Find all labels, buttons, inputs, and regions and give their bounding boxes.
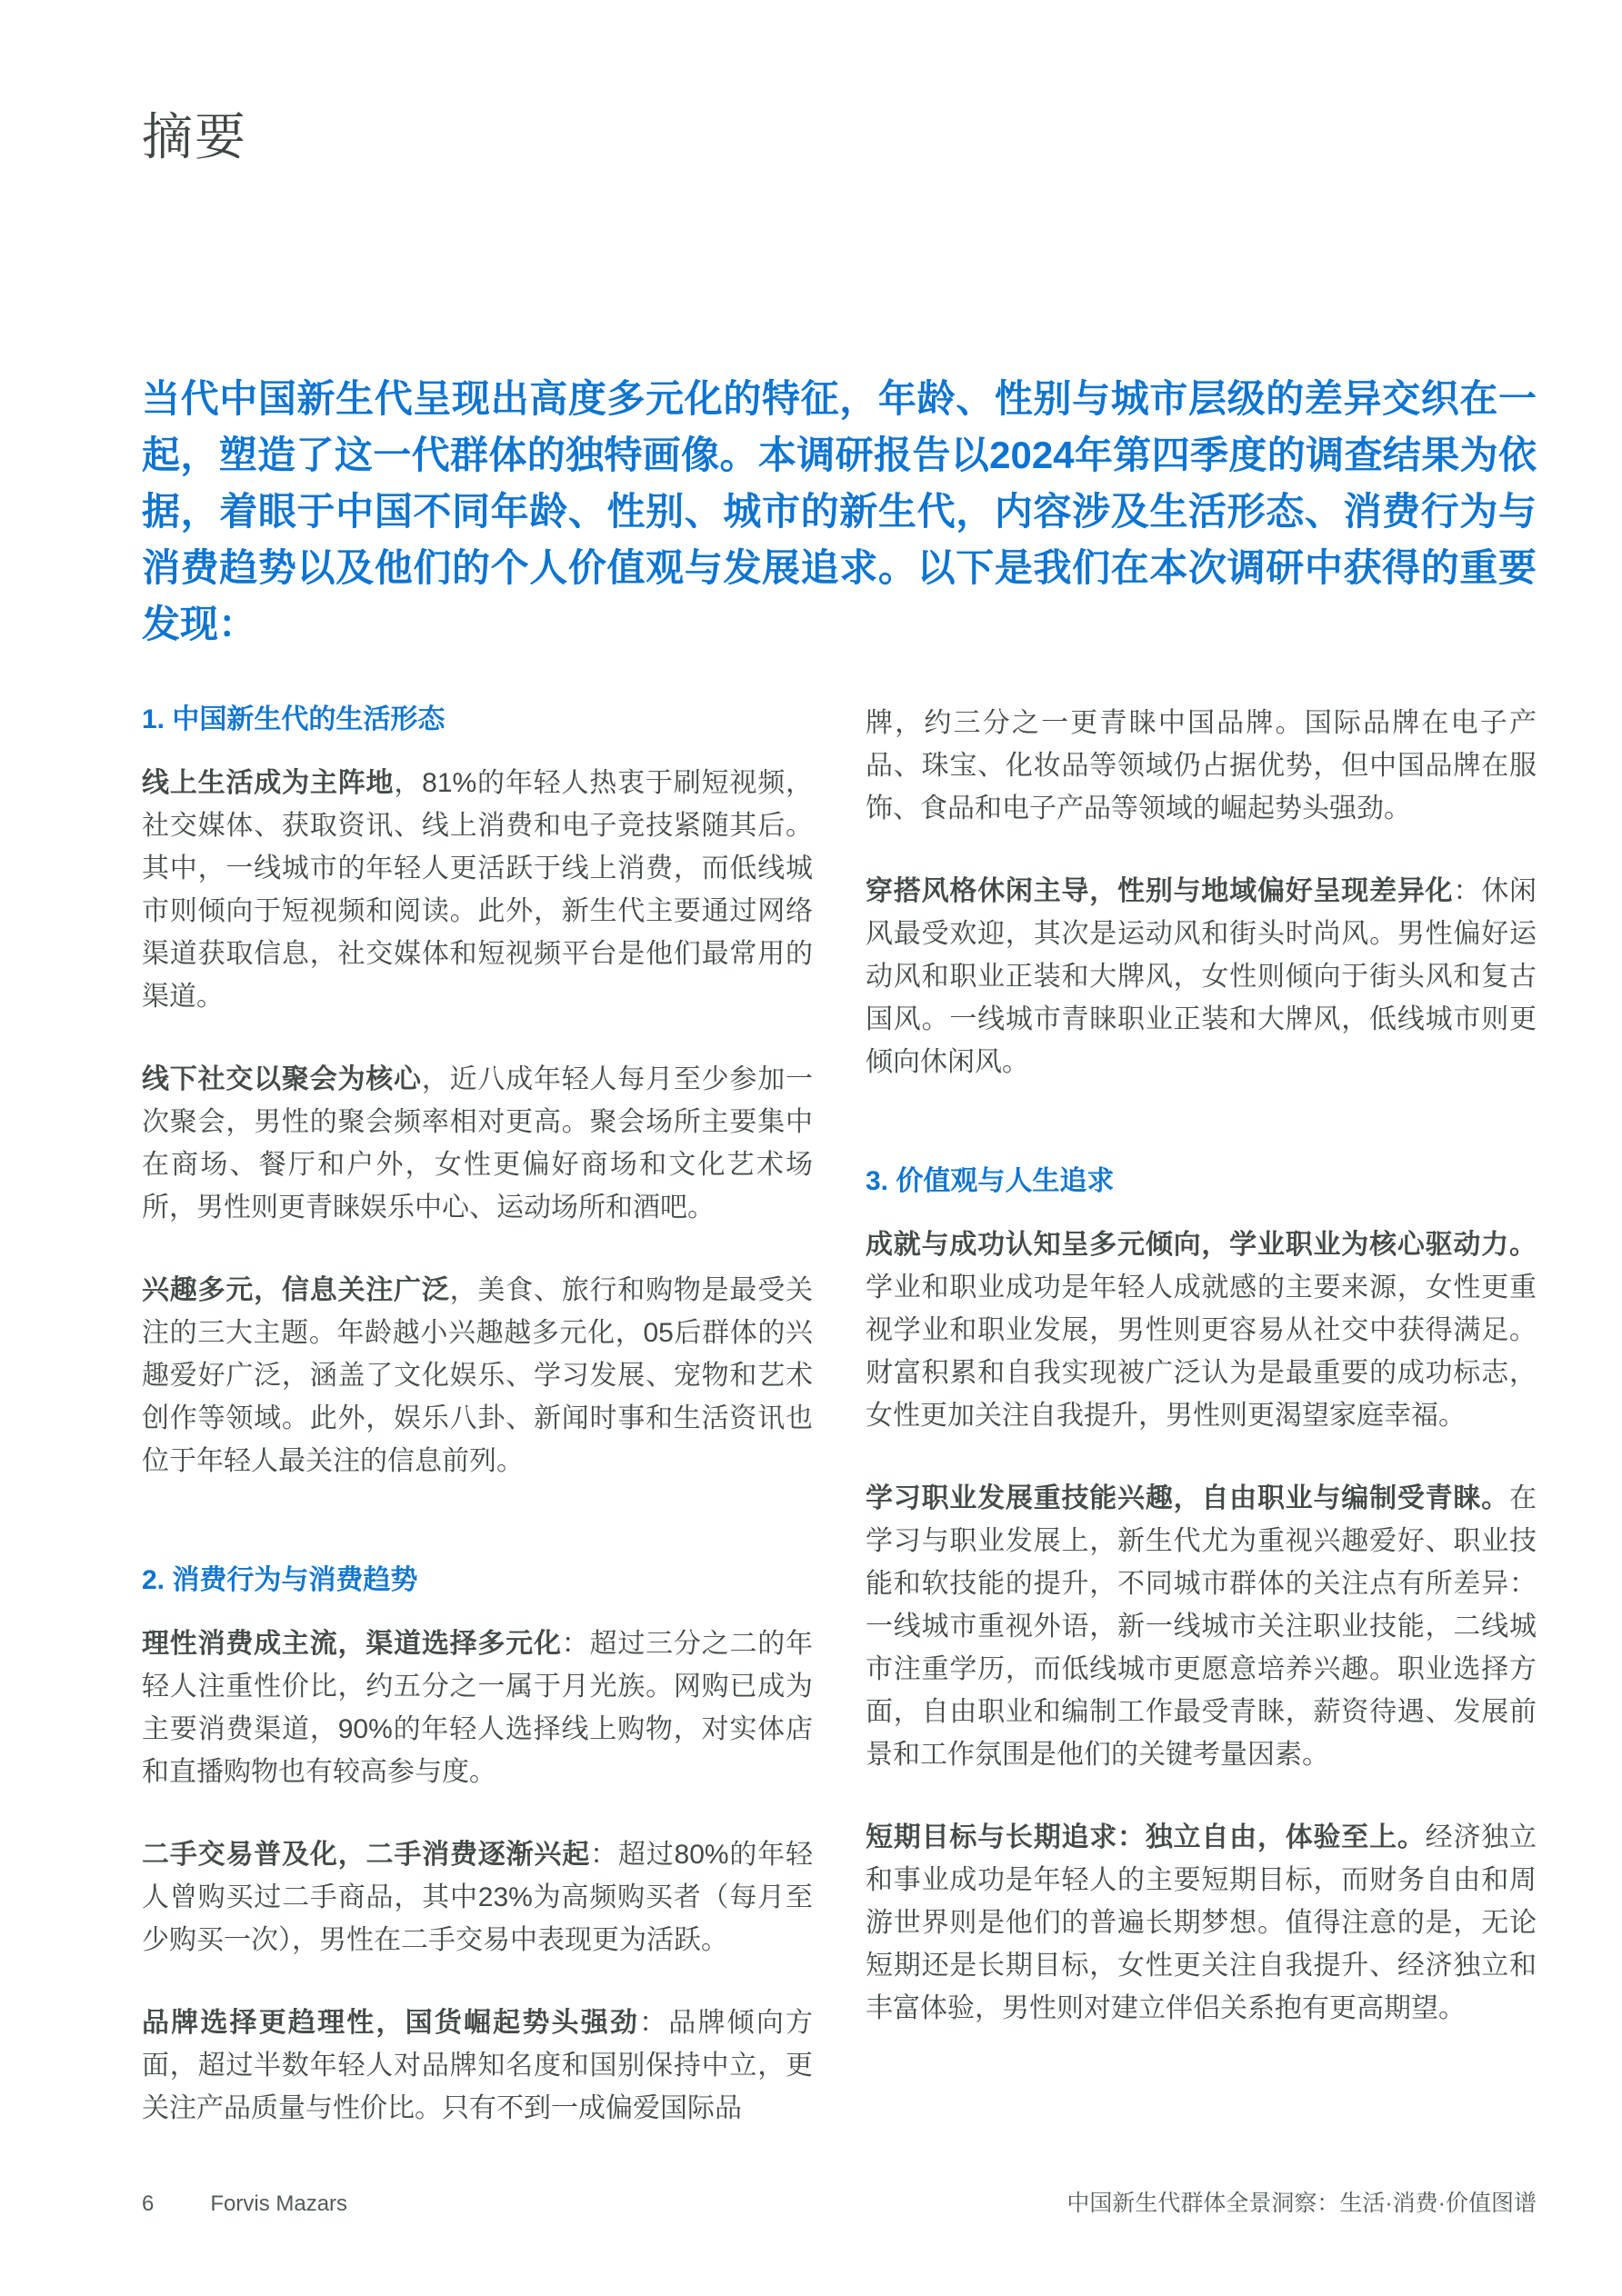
- page-number: 6: [142, 2191, 155, 2216]
- page-title: 摘要: [142, 108, 247, 165]
- paragraph-secondhand: [142, 1833, 813, 1962]
- paragraph-body: ：超过三分之二的年轻人注重性价比，约五分之一属于月光族。网购已成为主要消费渠道，90%的年轻人选择线上购物，对实体店和直播购物也有较高参与度。: [142, 1628, 814, 1787]
- paragraph-achievement: [866, 1223, 1537, 1437]
- paragraph-lead: 理性消费成主流，渠道选择多元化: [142, 1628, 562, 1659]
- paragraph-fashion-style: [866, 870, 1537, 1083]
- paragraph-body: ：品牌倾向方面，超过半数年轻人对品牌知名度和国别保持中立，更关注产品质量与性价比。只有不到一成偏爱国际品: [142, 2007, 814, 2123]
- section-3-heading: 3. 价值观与人生追求: [866, 1165, 1115, 1196]
- paragraph-body: 牌，约三分之一更青睐中国品牌。国际品牌在电子产品、珠宝、化妆品等领域仍占据优势，但中国品牌在服饰、食品和电子产品等领域的崛起势头强劲。: [866, 707, 1537, 824]
- paragraph-body: ：休闲风最受欢迎，其次是运动风和街头时尚风。男性偏好运动风和职业正装和大牌风，女性则倾向于街头风和复古国风。一线城市青睐职业正装和大牌风，低线城市则更倾向休闲风。: [866, 875, 1537, 1077]
- paragraph-lead: 学习职业发展重技能兴趣，自由职业与编制受青睐。: [866, 1482, 1509, 1513]
- left-column: [142, 702, 813, 2170]
- brand-name: Forvis Mazars: [210, 2191, 348, 2216]
- paragraph-lead: 线上生活成为主阵地: [142, 767, 395, 798]
- intro-paragraph: 当代中国新生代呈现出高度多元化的特征，年龄、性别与城市层级的差异交织在一起，塑造了这一代群体的独特画像。本调研报告以2024年第四季度的调查结果为依据，着眼于中国不同年龄、性别、城市的新生代，内容涉及生活形态、消费行为与消费趋势以及他们的个人价值观与发展追求。以下是我们在本次调研中获得的重要发现：: [142, 376, 1537, 645]
- footer-report-title: 中国新生代群体全景洞察：生活·消费·价值图谱: [1066, 2191, 1537, 2216]
- paragraph-career-development: [866, 1477, 1537, 1776]
- paragraph-body: 学业和职业成功是年轻人成就感的主要来源，女性更重视学业和职业发展，男性则更容易从社交中获得满足。财富积累和自我实现被广泛认为是最重要的成功标志，女性更加关注自我提升，男性则更渴望家庭幸福。: [866, 1272, 1537, 1431]
- paragraph-lead: 短期目标与长期追求：独立自由，体验至上。: [866, 1822, 1426, 1852]
- paragraph-goals: [866, 1816, 1537, 2030]
- paragraph-brand-continuation: [866, 702, 1537, 830]
- paragraph-body: 在学习与职业发展上，新生代尤为重视兴趣爱好、职业技能和软技能的提升，不同城市群体的关注点有所差异：一线城市重视外语，新一线城市关注职业技能，二线城市注重学历，而低线城市更愿意培养兴趣。职业选择方面，自由职业和编制工作最受青睐，薪资待遇、发展前景和工作氛围是他们的关键考量因素。: [866, 1482, 1537, 1770]
- paragraph-lead: 成就与成功认知呈多元倾向，学业职业为核心驱动力。: [866, 1229, 1537, 1260]
- paragraph-interests: [142, 1269, 813, 1482]
- section-2-heading: 2. 消费行为与消费趋势: [142, 1564, 418, 1595]
- paragraph-offline-social: [142, 1058, 813, 1229]
- right-column: [866, 702, 1537, 2170]
- paragraph-lead: 品牌选择更趋理性，国货崛起势头强劲: [142, 2007, 640, 2038]
- paragraph-lead: 线下社交以聚会为核心: [142, 1063, 422, 1094]
- paragraph-body: ，近八成年轻人每月至少参加一次聚会，男性的聚会频率相对更高。聚会场所主要集中在商场、餐厅和户外，女性更偏好商场和文化艺术场所，男性则更青睐娱乐中心、运动场所和酒吧。: [142, 1063, 814, 1223]
- paragraph-lead: 穿搭风格休闲主导，性别与地域偏好呈现差异化: [866, 875, 1454, 906]
- page-footer: [142, 2185, 1537, 2218]
- paragraph-rational-consumption: [142, 1622, 813, 1793]
- paragraph-body: 经济独立和事业成功是年轻人的主要短期目标，而财务自由和周游世界则是他们的普遍长期梦想。值得注意的是，无论短期还是长期目标，女性更关注自我提升、经济独立和丰富体验，男性则对建立伴侣关系抱有更高期望。: [866, 1822, 1537, 2023]
- paragraph-online-life: [142, 762, 813, 1018]
- paragraph-brand-choice: [142, 2002, 813, 2130]
- paragraph-body: ，81%的年轻人热衷于刷短视频，社交媒体、获取资讯、线上消费和电子竞技紧随其后。其中，一线城市的年轻人更活跃于线上消费，而低线城市则倾向于短视频和阅读。此外，新生代主要通过网络渠道获取信息，社交媒体和短视频平台是他们最常用的渠道。: [142, 767, 814, 1012]
- paragraph-body: ，美食、旅行和购物是最受关注的三大主题。年龄越小兴趣越多元化，05后群体的兴趣爱好广泛，涵盖了文化娱乐、学习发展、宠物和艺术创作等领域。此外，娱乐八卦、新闻时事和生活资讯也位于年轻人最关注的信息前列。: [142, 1274, 814, 1476]
- paragraph-lead: 兴趣多元，信息关注广泛: [142, 1274, 450, 1305]
- two-column-body: [142, 702, 1537, 2170]
- paragraph-lead: 二手交易普及化，二手消费逐渐兴起: [142, 1839, 591, 1870]
- paragraph-body: ：超过80%的年轻人曾购买过二手商品，其中23%为高频购买者（每月至少购买一次），男性在二手交易中表现更为活跃。: [142, 1839, 814, 1955]
- section-1-heading: 1. 中国新生代的生活形态: [142, 704, 446, 734]
